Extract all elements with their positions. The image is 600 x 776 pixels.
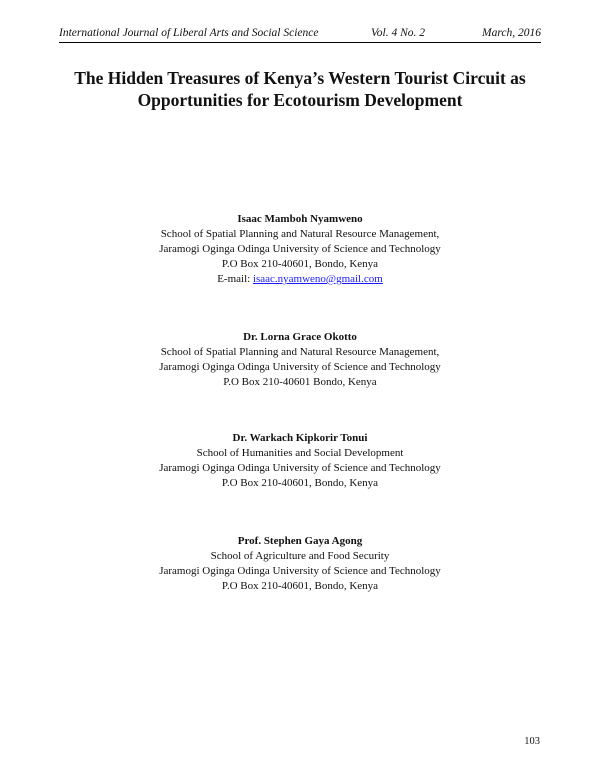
author-block-3	[40, 431, 560, 491]
author-address: P.O Box 210-40601, Bondo, Kenya	[221, 477, 379, 489]
author-block-2	[40, 330, 560, 390]
issue-date: March, 2016	[482, 27, 541, 39]
volume-number: Vol. 4 No. 2	[371, 27, 425, 39]
author-address: P.O Box 210-40601, Bondo, Kenya	[221, 580, 379, 592]
running-header	[59, 26, 541, 43]
author-address: P.O Box 210-40601, Bondo, Kenya	[221, 258, 379, 270]
author-affiliation: School of Spatial Planning and Natural Resource Management,	[160, 346, 440, 358]
author-name: Dr. Lorna Grace Okotto	[243, 331, 357, 343]
email-label: E-mail:	[217, 273, 253, 285]
author-email-line	[40, 272, 560, 287]
author-university: Jaramogi Oginga Odinga University of Science and Technology	[159, 565, 441, 577]
author-address: P.O Box 210-40601 Bondo, Kenya	[223, 376, 377, 388]
page-number: 103	[524, 736, 540, 747]
title-line-1: The Hidden Treasures of Kenya’s Western Tourist Circuit as	[74, 68, 526, 88]
author-university: Jaramogi Oginga Odinga University of Science and Technology	[159, 462, 441, 474]
author-university: Jaramogi Oginga Odinga University of Science and Technology	[159, 361, 441, 373]
journal-name: International Journal of Liberal Arts and Social Science	[59, 27, 319, 39]
author-affiliation: School of Agriculture and Food Security	[210, 550, 390, 562]
author-block-1	[40, 212, 560, 287]
email-link[interactable]: isaac.nyamweno@gmail.com	[252, 273, 383, 285]
author-university: Jaramogi Oginga Odinga University of Science and Technology	[159, 243, 441, 255]
author-name: Isaac Mamboh Nyamweno	[237, 213, 363, 225]
author-name: Dr. Warkach Kipkorir Tonui	[232, 432, 368, 444]
author-affiliation: School of Humanities and Social Development	[196, 447, 404, 459]
author-name: Prof. Stephen Gaya Agong	[237, 535, 363, 547]
paper-title	[40, 67, 560, 111]
title-line-2: Opportunities for Ecotourism Development	[137, 90, 463, 110]
author-affiliation: School of Spatial Planning and Natural Resource Management,	[160, 228, 440, 240]
author-block-4	[40, 534, 560, 594]
